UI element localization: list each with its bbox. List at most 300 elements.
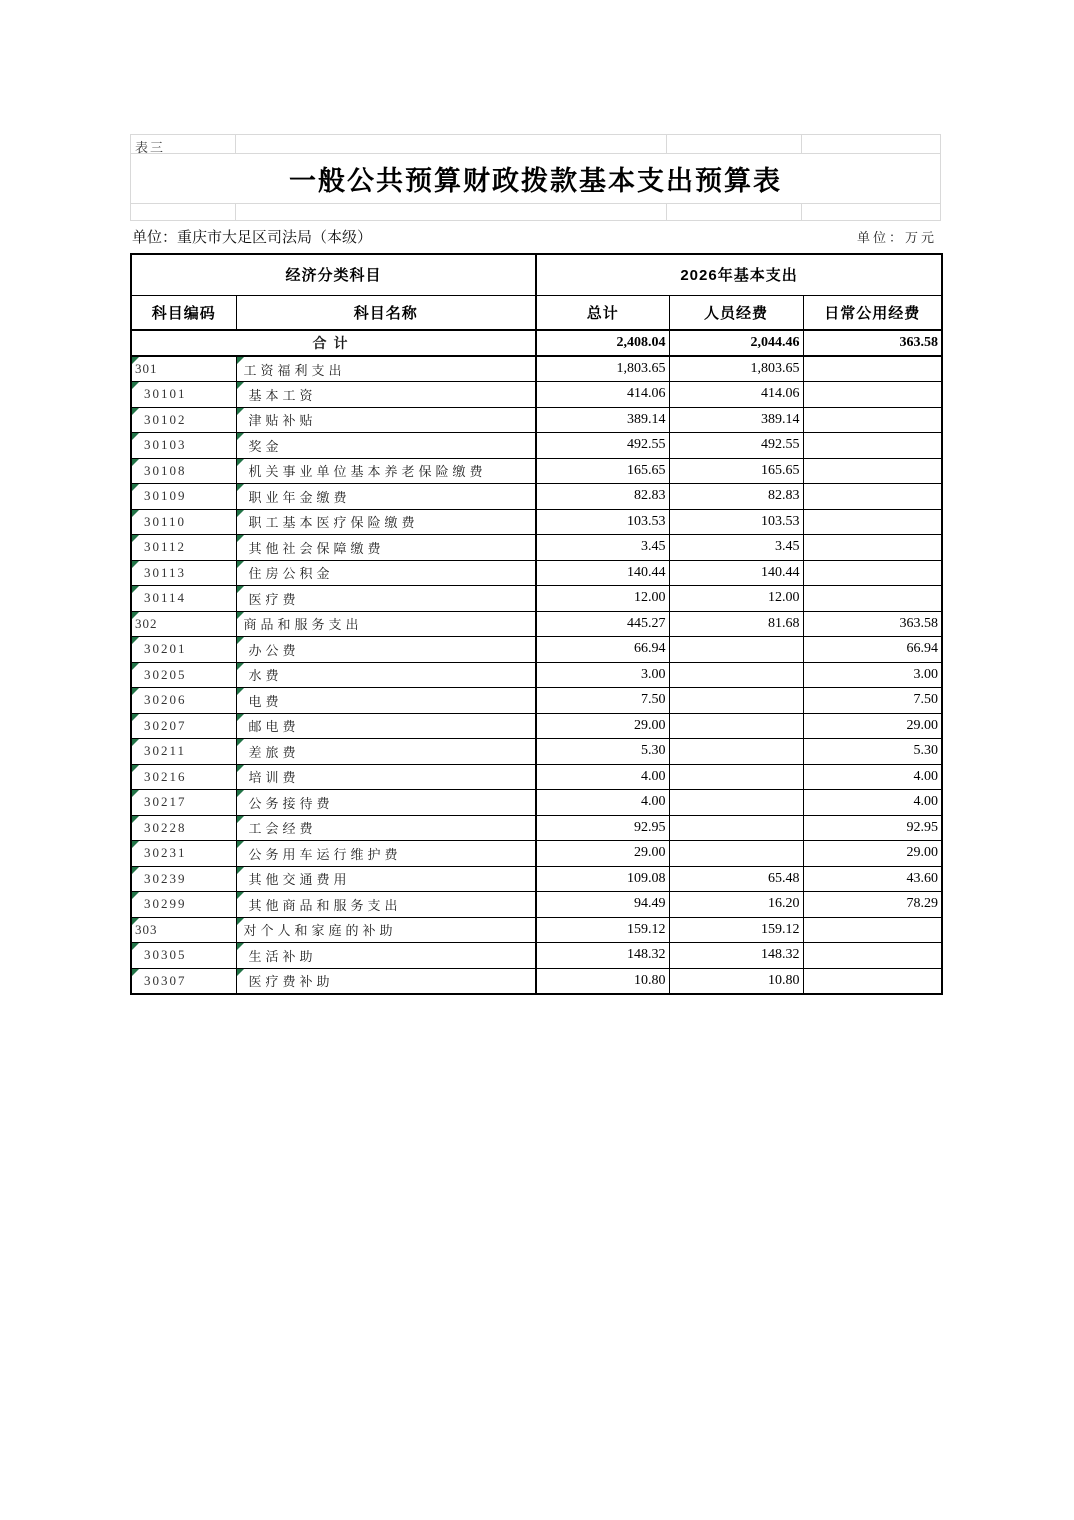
code-value: 30201 bbox=[144, 641, 187, 657]
table-row bbox=[131, 509, 942, 535]
code-value: 30114 bbox=[144, 590, 187, 606]
name-value: 医疗费 bbox=[248, 591, 300, 607]
total-daily-cell: 363.58 bbox=[803, 330, 942, 356]
cell-flag-icon bbox=[237, 790, 244, 797]
code-cell bbox=[131, 356, 236, 382]
code-cell bbox=[131, 586, 236, 612]
name-value: 培训费 bbox=[248, 770, 300, 786]
daily-value-cell bbox=[803, 535, 942, 561]
personnel-value-cell bbox=[669, 611, 803, 637]
name-value: 津贴补贴 bbox=[248, 413, 317, 429]
personnel-value-cell bbox=[669, 458, 803, 484]
cell-flag-icon bbox=[237, 867, 244, 874]
sheet-label-row bbox=[131, 135, 941, 154]
daily-value: 29.00 bbox=[906, 717, 939, 733]
daily-value-cell bbox=[803, 815, 942, 841]
total-value-cell bbox=[536, 382, 669, 408]
total-value: 148.32 bbox=[627, 947, 666, 963]
personnel-value-cell bbox=[669, 662, 803, 688]
name-cell bbox=[236, 586, 536, 612]
daily-value-cell bbox=[803, 917, 942, 943]
total-value: 492.55 bbox=[627, 437, 666, 453]
code-cell bbox=[131, 815, 236, 841]
total-label-cell: 合计 bbox=[131, 330, 536, 356]
total-value: 10.80 bbox=[634, 972, 666, 988]
cell-flag-icon bbox=[237, 382, 244, 389]
personnel-value-cell bbox=[669, 535, 803, 561]
daily-value-cell bbox=[803, 764, 942, 790]
personnel-value-cell bbox=[669, 739, 803, 765]
personnel-value-cell bbox=[669, 407, 803, 433]
cell-flag-icon bbox=[237, 816, 244, 823]
cell-flag-icon bbox=[132, 510, 139, 517]
name-value: 工资福利支出 bbox=[243, 362, 346, 378]
code-value: 30216 bbox=[144, 768, 187, 784]
daily-value-cell bbox=[803, 560, 942, 586]
name-cell bbox=[236, 866, 536, 892]
name-value: 公务用车运行维护费 bbox=[248, 846, 402, 862]
total-value-cell bbox=[536, 560, 669, 586]
total-value: 5.30 bbox=[641, 743, 666, 759]
daily-value-cell bbox=[803, 688, 942, 714]
table-row bbox=[131, 662, 942, 688]
name-cell bbox=[236, 841, 536, 867]
name-cell bbox=[236, 688, 536, 714]
name-cell bbox=[236, 560, 536, 586]
empty-grid-cell bbox=[667, 135, 802, 154]
daily-value-cell bbox=[803, 866, 942, 892]
daily-value-cell bbox=[803, 662, 942, 688]
cell-flag-icon bbox=[132, 459, 139, 466]
col-header-total: 总计 bbox=[536, 295, 669, 330]
name-value: 水费 bbox=[248, 668, 283, 684]
personnel-value-cell bbox=[669, 356, 803, 382]
personnel-value: 3.45 bbox=[775, 539, 800, 555]
personnel-value: 492.55 bbox=[761, 437, 800, 453]
total-value-cell bbox=[536, 458, 669, 484]
daily-value-cell bbox=[803, 382, 942, 408]
daily-value-cell bbox=[803, 892, 942, 918]
cell-flag-icon bbox=[132, 969, 139, 976]
name-value: 邮电费 bbox=[248, 719, 300, 735]
cell-flag-icon bbox=[132, 663, 139, 670]
total-value: 66.94 bbox=[634, 641, 666, 657]
empty-grid-cell bbox=[802, 135, 941, 154]
code-value: 30112 bbox=[144, 539, 187, 555]
code-cell bbox=[131, 688, 236, 714]
daily-value: 29.00 bbox=[906, 845, 939, 861]
table-row bbox=[131, 688, 942, 714]
name-cell bbox=[236, 662, 536, 688]
personnel-value-cell bbox=[669, 764, 803, 790]
cell-flag-icon bbox=[237, 637, 244, 644]
empty-grid-cell bbox=[236, 204, 667, 221]
daily-value: 7.50 bbox=[913, 692, 939, 708]
name-value: 职业年金缴费 bbox=[248, 489, 351, 505]
table-row bbox=[131, 535, 942, 561]
cell-flag-icon bbox=[237, 408, 244, 415]
code-value: 302 bbox=[135, 615, 158, 631]
org-unit-label: 单位：重庆市大足区司法局（本级） bbox=[132, 228, 373, 246]
code-cell bbox=[131, 611, 236, 637]
code-value: 303 bbox=[135, 921, 158, 937]
col-header-code: 科目编码 bbox=[131, 295, 236, 330]
col-group-classification: 经济分类科目 bbox=[131, 254, 536, 295]
personnel-value: 148.32 bbox=[761, 947, 800, 963]
table-row bbox=[131, 815, 942, 841]
table-row bbox=[131, 560, 942, 586]
cell-flag-icon bbox=[132, 357, 139, 364]
cell-flag-icon bbox=[237, 535, 244, 542]
total-value-cell bbox=[536, 866, 669, 892]
personnel-value: 165.65 bbox=[761, 462, 800, 478]
daily-value-cell bbox=[803, 407, 942, 433]
daily-value-cell bbox=[803, 713, 942, 739]
daily-value: 4.00 bbox=[913, 768, 939, 784]
col-header-personnel: 人员经费 bbox=[669, 295, 803, 330]
total-value: 165.65 bbox=[627, 462, 666, 478]
cell-flag-icon bbox=[237, 357, 244, 364]
total-value: 103.53 bbox=[627, 513, 666, 529]
name-value: 其他交通费用 bbox=[248, 872, 351, 888]
daily-value-cell bbox=[803, 790, 942, 816]
code-cell bbox=[131, 917, 236, 943]
personnel-value: 159.12 bbox=[761, 921, 800, 937]
code-cell bbox=[131, 739, 236, 765]
total-value-cell bbox=[536, 968, 669, 994]
personnel-value-cell bbox=[669, 509, 803, 535]
code-value: 30110 bbox=[144, 513, 187, 529]
total-value-cell bbox=[536, 535, 669, 561]
name-value: 机关事业单位基本养老保险缴费 bbox=[248, 464, 487, 480]
personnel-value-cell bbox=[669, 560, 803, 586]
daily-value-cell bbox=[803, 586, 942, 612]
budget-sheet-page bbox=[130, 134, 941, 995]
personnel-value-cell bbox=[669, 688, 803, 714]
code-cell bbox=[131, 407, 236, 433]
name-value: 公务接待费 bbox=[248, 795, 334, 811]
code-cell bbox=[131, 892, 236, 918]
code-value: 30217 bbox=[144, 794, 187, 810]
table-row bbox=[131, 458, 942, 484]
code-cell bbox=[131, 968, 236, 994]
code-value: 30299 bbox=[144, 896, 187, 912]
total-value-cell bbox=[536, 790, 669, 816]
money-unit-label: 单位：万元 bbox=[856, 229, 937, 245]
sheet-label: 表三 bbox=[135, 140, 166, 155]
daily-value-cell bbox=[803, 458, 942, 484]
name-value: 工会经费 bbox=[248, 821, 317, 837]
code-cell bbox=[131, 433, 236, 459]
name-value: 生活补助 bbox=[248, 948, 317, 964]
total-value: 94.49 bbox=[634, 896, 666, 912]
table-row bbox=[131, 968, 942, 994]
total-value: 7.50 bbox=[641, 692, 666, 708]
cell-flag-icon bbox=[132, 637, 139, 644]
personnel-value-cell bbox=[669, 892, 803, 918]
personnel-value: 103.53 bbox=[761, 513, 800, 529]
cell-flag-icon bbox=[132, 433, 139, 440]
total-value-cell bbox=[536, 484, 669, 510]
code-cell bbox=[131, 764, 236, 790]
daily-value-cell bbox=[803, 943, 942, 969]
cell-flag-icon bbox=[237, 510, 244, 517]
code-value: 30101 bbox=[144, 386, 187, 402]
daily-value: 43.60 bbox=[906, 870, 939, 886]
code-value: 30108 bbox=[144, 462, 187, 478]
cell-flag-icon bbox=[237, 765, 244, 772]
cell-flag-icon bbox=[237, 586, 244, 593]
total-value-cell bbox=[536, 713, 669, 739]
cell-flag-icon bbox=[132, 892, 139, 899]
name-cell bbox=[236, 484, 536, 510]
table-row bbox=[131, 943, 942, 969]
code-value: 30211 bbox=[144, 743, 187, 759]
code-value: 30103 bbox=[144, 437, 187, 453]
name-value: 差旅费 bbox=[248, 744, 300, 760]
daily-value-cell bbox=[803, 968, 942, 994]
name-value: 办公费 bbox=[248, 642, 300, 658]
personnel-value: 10.80 bbox=[768, 972, 800, 988]
name-value: 奖金 bbox=[248, 438, 283, 454]
name-value: 对个人和家庭的补助 bbox=[243, 923, 397, 939]
cell-flag-icon bbox=[132, 943, 139, 950]
daily-value-cell bbox=[803, 509, 942, 535]
group-header-row bbox=[131, 254, 942, 295]
total-value: 82.83 bbox=[634, 488, 666, 504]
name-cell bbox=[236, 433, 536, 459]
personnel-value-cell bbox=[669, 484, 803, 510]
code-value: 30207 bbox=[144, 717, 187, 733]
col-header-name: 科目名称 bbox=[236, 295, 536, 330]
code-cell bbox=[131, 637, 236, 663]
code-value: 30206 bbox=[144, 692, 187, 708]
personnel-value-cell bbox=[669, 713, 803, 739]
personnel-value: 12.00 bbox=[768, 590, 800, 606]
cell-flag-icon bbox=[132, 790, 139, 797]
total-value: 140.44 bbox=[627, 564, 666, 580]
cell-flag-icon bbox=[237, 688, 244, 695]
total-value: 389.14 bbox=[627, 411, 666, 427]
daily-value: 78.29 bbox=[906, 896, 939, 912]
table-row bbox=[131, 637, 942, 663]
personnel-value: 1,803.65 bbox=[750, 361, 800, 376]
name-value: 电费 bbox=[248, 693, 283, 709]
table-row bbox=[131, 764, 942, 790]
total-value: 109.08 bbox=[627, 870, 666, 886]
total-value: 4.00 bbox=[641, 794, 666, 810]
col-group-basic-expenditure: 2026年基本支出 bbox=[536, 254, 942, 295]
total-value-cell bbox=[536, 586, 669, 612]
name-cell bbox=[236, 407, 536, 433]
total-value: 159.12 bbox=[627, 921, 666, 937]
name-cell bbox=[236, 968, 536, 994]
total-value-cell bbox=[536, 356, 669, 382]
total-value-cell bbox=[536, 943, 669, 969]
table-row bbox=[131, 382, 942, 408]
cell-flag-icon bbox=[132, 714, 139, 721]
name-cell bbox=[236, 382, 536, 408]
personnel-value: 414.06 bbox=[761, 386, 800, 402]
empty-grid-cell bbox=[236, 135, 667, 154]
personnel-value-cell bbox=[669, 841, 803, 867]
cell-flag-icon bbox=[132, 561, 139, 568]
cell-flag-icon bbox=[132, 739, 139, 746]
total-value-cell bbox=[536, 637, 669, 663]
daily-value-cell bbox=[803, 637, 942, 663]
code-cell bbox=[131, 535, 236, 561]
name-cell bbox=[236, 611, 536, 637]
cell-flag-icon bbox=[132, 918, 139, 925]
name-value: 其他商品和服务支出 bbox=[248, 897, 402, 913]
unit-line bbox=[130, 221, 941, 253]
daily-value: 92.95 bbox=[906, 819, 939, 835]
cell-flag-icon bbox=[237, 612, 244, 619]
total-value-cell bbox=[536, 892, 669, 918]
total-value-cell bbox=[536, 841, 669, 867]
name-value: 住房公积金 bbox=[248, 566, 334, 582]
code-cell bbox=[131, 713, 236, 739]
table-row bbox=[131, 713, 942, 739]
code-value: 30102 bbox=[144, 411, 187, 427]
total-personnel-cell: 2,044.46 bbox=[669, 330, 803, 356]
name-value: 商品和服务支出 bbox=[243, 617, 363, 633]
total-value: 12.00 bbox=[634, 590, 666, 606]
code-value: 30109 bbox=[144, 488, 187, 504]
code-cell bbox=[131, 560, 236, 586]
total-value-cell bbox=[536, 815, 669, 841]
code-cell bbox=[131, 458, 236, 484]
cell-flag-icon bbox=[132, 867, 139, 874]
code-value: 30305 bbox=[144, 947, 187, 963]
table-row bbox=[131, 892, 942, 918]
total-value: 445.27 bbox=[627, 615, 666, 631]
name-value: 职工基本医疗保险缴费 bbox=[248, 515, 419, 531]
total-sum-cell: 2,408.04 bbox=[536, 330, 669, 356]
cell-flag-icon bbox=[132, 841, 139, 848]
cell-flag-icon bbox=[237, 841, 244, 848]
cell-flag-icon bbox=[237, 714, 244, 721]
code-cell bbox=[131, 662, 236, 688]
name-cell bbox=[236, 739, 536, 765]
total-value-cell bbox=[536, 688, 669, 714]
name-cell bbox=[236, 790, 536, 816]
cell-flag-icon bbox=[132, 484, 139, 491]
cell-flag-icon bbox=[237, 892, 244, 899]
daily-value: 4.00 bbox=[913, 794, 939, 810]
cell-flag-icon bbox=[132, 688, 139, 695]
code-value: 30239 bbox=[144, 870, 187, 886]
code-value: 30228 bbox=[144, 819, 187, 835]
total-value: 1,803.65 bbox=[616, 361, 666, 376]
spacer-row bbox=[131, 204, 941, 221]
daily-value-cell bbox=[803, 484, 942, 510]
cell-flag-icon bbox=[237, 433, 244, 440]
daily-value: 66.94 bbox=[906, 641, 939, 657]
cell-flag-icon bbox=[237, 969, 244, 976]
name-cell bbox=[236, 535, 536, 561]
total-value: 29.00 bbox=[634, 717, 666, 733]
total-value-cell bbox=[536, 739, 669, 765]
personnel-value: 65.48 bbox=[768, 870, 800, 886]
personnel-value-cell bbox=[669, 382, 803, 408]
name-cell bbox=[236, 637, 536, 663]
name-value: 医疗费补助 bbox=[248, 974, 334, 989]
cell-flag-icon bbox=[237, 484, 244, 491]
total-value-cell bbox=[536, 433, 669, 459]
total-value: 92.95 bbox=[634, 819, 666, 835]
code-cell bbox=[131, 841, 236, 867]
title-row bbox=[131, 154, 941, 204]
daily-value-cell bbox=[803, 739, 942, 765]
personnel-value: 81.68 bbox=[768, 615, 800, 631]
personnel-value-cell bbox=[669, 943, 803, 969]
personnel-value-cell bbox=[669, 917, 803, 943]
table-row bbox=[131, 841, 942, 867]
table-body bbox=[131, 330, 942, 994]
personnel-value-cell bbox=[669, 790, 803, 816]
budget-table bbox=[130, 253, 943, 995]
cell-flag-icon bbox=[132, 408, 139, 415]
cell-flag-icon bbox=[132, 816, 139, 823]
name-cell bbox=[236, 815, 536, 841]
table-row bbox=[131, 586, 942, 612]
personnel-value-cell bbox=[669, 968, 803, 994]
total-value: 29.00 bbox=[634, 845, 666, 861]
cell-flag-icon bbox=[132, 612, 139, 619]
code-cell bbox=[131, 484, 236, 510]
personnel-value: 389.14 bbox=[761, 411, 800, 427]
name-cell bbox=[236, 509, 536, 535]
personnel-value-cell bbox=[669, 586, 803, 612]
total-value: 4.00 bbox=[641, 768, 666, 784]
col-header-daily: 日常公用经费 bbox=[803, 295, 942, 330]
table-row bbox=[131, 866, 942, 892]
code-cell bbox=[131, 866, 236, 892]
personnel-value-cell bbox=[669, 866, 803, 892]
sheet-label-cell bbox=[131, 135, 236, 154]
table-row bbox=[131, 790, 942, 816]
table-row bbox=[131, 407, 942, 433]
personnel-value: 140.44 bbox=[761, 564, 800, 580]
table-row bbox=[131, 484, 942, 510]
code-value: 30205 bbox=[144, 666, 187, 682]
name-cell bbox=[236, 892, 536, 918]
daily-value: 363.58 bbox=[899, 615, 939, 631]
cell-flag-icon bbox=[237, 918, 244, 925]
personnel-value-cell bbox=[669, 815, 803, 841]
total-value-cell bbox=[536, 611, 669, 637]
cell-flag-icon bbox=[237, 943, 244, 950]
table-row bbox=[131, 433, 942, 459]
header-grid bbox=[130, 134, 941, 221]
column-header-row bbox=[131, 295, 942, 330]
code-value: 30113 bbox=[144, 564, 187, 580]
name-cell bbox=[236, 713, 536, 739]
cell-flag-icon bbox=[132, 535, 139, 542]
cell-flag-icon bbox=[237, 739, 244, 746]
name-cell bbox=[236, 356, 536, 382]
personnel-value: 16.20 bbox=[768, 896, 800, 912]
name-cell bbox=[236, 917, 536, 943]
name-value: 基本工资 bbox=[248, 387, 317, 403]
cell-flag-icon bbox=[237, 561, 244, 568]
name-cell bbox=[236, 764, 536, 790]
cell-flag-icon bbox=[237, 459, 244, 466]
table-row bbox=[131, 611, 942, 637]
page-title: 一般公共预算财政拨款基本支出预算表 bbox=[289, 166, 782, 196]
code-cell bbox=[131, 943, 236, 969]
